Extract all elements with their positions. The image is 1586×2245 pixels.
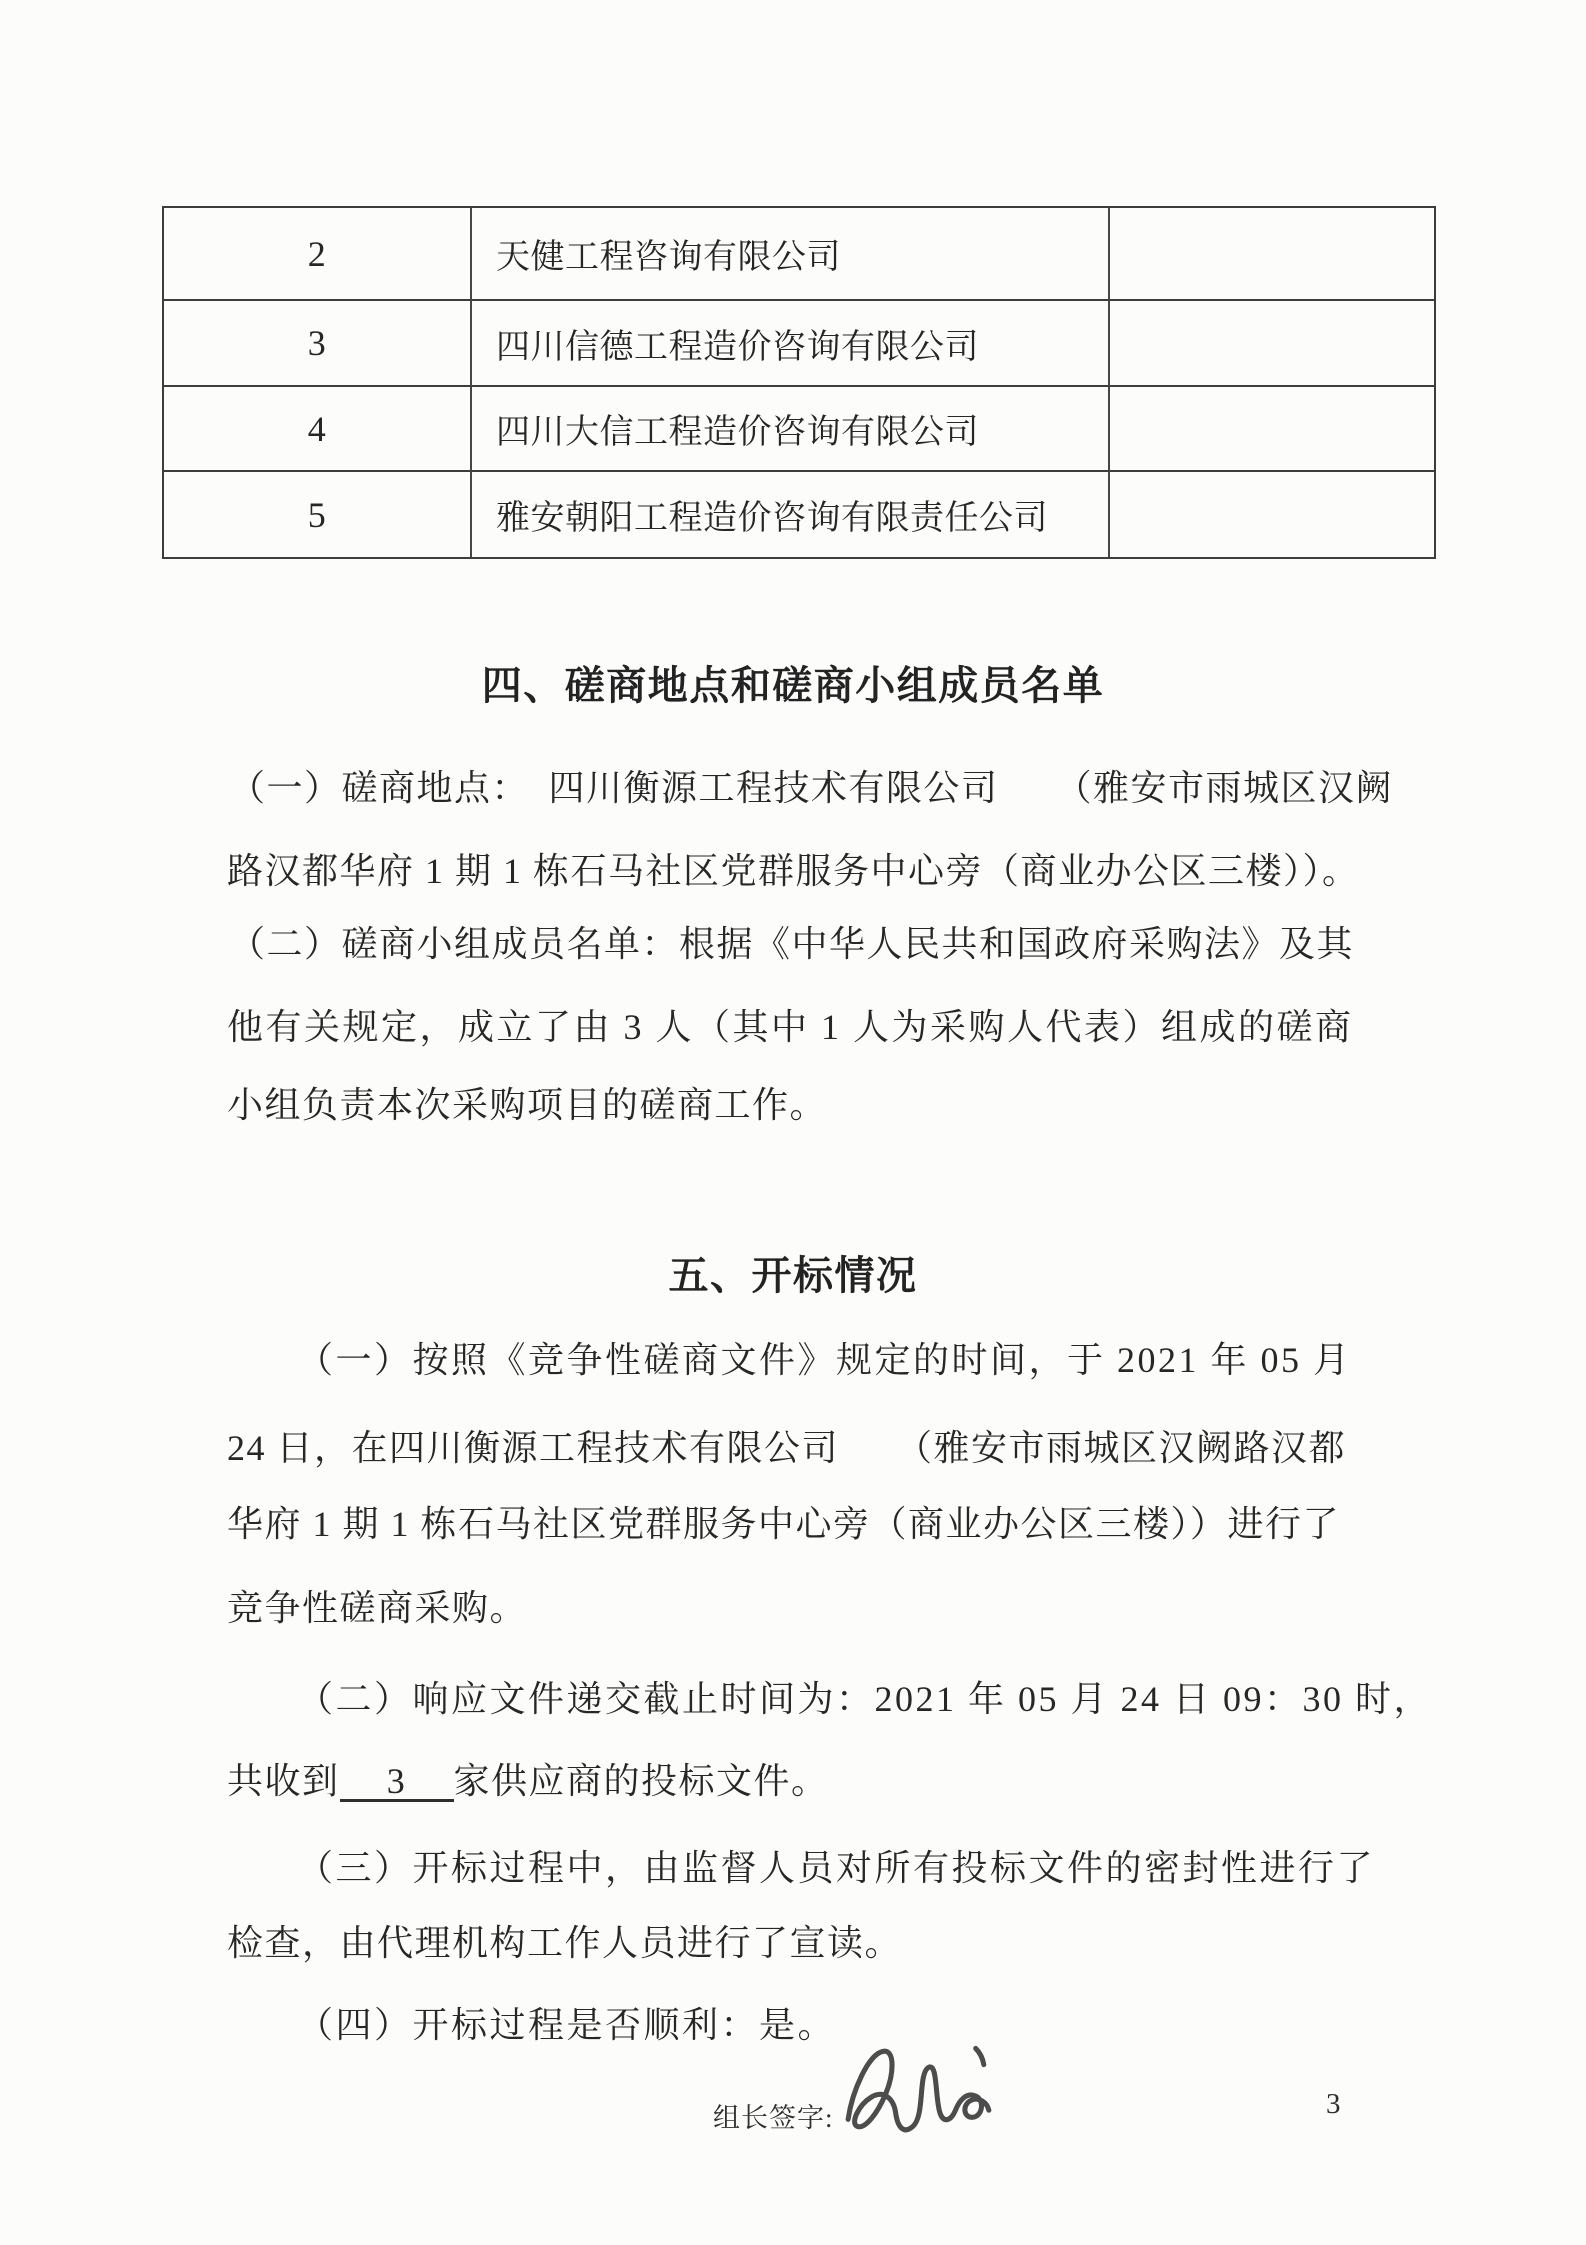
- table-cell-note: [1110, 472, 1434, 557]
- paragraph-line: 竞争性磋商采购。: [227, 1588, 528, 1628]
- paragraph-line: （二）磋商小组成员名单：根据《中华人民共和国政府采购法》及其: [229, 924, 1355, 964]
- table-cell-supplier-name: 雅安朝阳工程造价咨询有限责任公司: [472, 472, 1110, 557]
- paragraph-line: 24 日，在四川衡源工程技术有限公司 （雅安市雨城区汉阙路汉都: [227, 1428, 1347, 1468]
- table-cell-row-number: 3: [164, 301, 472, 387]
- paragraph-line: （一）磋商地点： 四川衡源工程技术有限公司 （雅安市雨城区汉阙: [229, 768, 1394, 808]
- table-cell-supplier-name: 四川大信工程造价咨询有限公司: [472, 387, 1110, 472]
- table-cell-row-number: 4: [164, 387, 472, 472]
- table-cell-note: [1110, 301, 1434, 387]
- paragraph-line: 他有关规定，成立了由 3 人（其中 1 人为采购人代表）组成的磋商: [227, 1007, 1354, 1047]
- paragraph-line: （四）开标过程是否顺利：是。: [297, 2005, 837, 2045]
- paragraph-line-with-blank: [227, 1753, 829, 1804]
- signature-label: 组长签字:: [713, 2103, 834, 2133]
- table-cell-note: [1110, 208, 1434, 301]
- table-cell-row-number: 2: [164, 208, 472, 301]
- blank-suffix: 家供应商的投标文件。: [453, 1761, 829, 1801]
- supplier-table: [162, 206, 1436, 559]
- paragraph-line: 检查，由代理机构工作人员进行了宣读。: [227, 1923, 903, 1963]
- handwritten-signature: [838, 2038, 1000, 2150]
- table-cell-note: [1110, 387, 1434, 472]
- table-cell-supplier-name: 四川信德工程造价咨询有限公司: [472, 301, 1110, 387]
- filled-blank-count: 3: [340, 1763, 454, 1802]
- section5-heading: 五、开标情况: [668, 1254, 918, 1298]
- section4-heading: 四、磋商地点和磋商小组成员名单: [481, 664, 1105, 708]
- paragraph-line: 小组负责本次采购项目的磋商工作。: [227, 1085, 828, 1125]
- page-number: 3: [1326, 2088, 1341, 2120]
- paragraph-line: 路汉都华府 1 期 1 栋石马社区党群服务中心旁（商业办公区三楼））。: [227, 851, 1360, 891]
- paragraph-line: （二）响应文件递交截止时间为：2021 年 05 月 24 日 09：30 时，: [297, 1679, 1433, 1719]
- paragraph-line: （三）开标过程中，由监督人员对所有投标文件的密封性进行了: [297, 1848, 1376, 1888]
- table-cell-supplier-name: 天健工程咨询有限公司: [472, 208, 1110, 301]
- paragraph-line: 华府 1 期 1 栋石马社区党群服务中心旁（商业办公区三楼））进行了: [227, 1504, 1341, 1544]
- paragraph-line: （一）按照《竞争性磋商文件》规定的时间，于 2021 年 05 月: [297, 1340, 1352, 1380]
- blank-prefix: 共收到: [227, 1761, 340, 1801]
- table-cell-row-number: 5: [164, 472, 472, 557]
